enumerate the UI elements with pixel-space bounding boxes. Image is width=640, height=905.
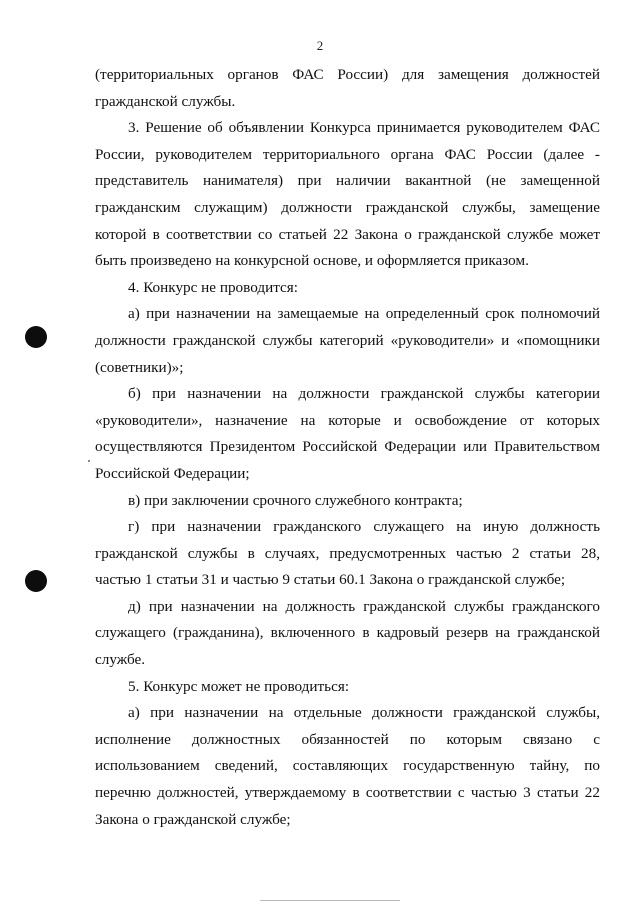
- punch-hole-top: [25, 326, 47, 348]
- paragraph-4a: а) при назначении на замещаемые на определенный срок полномочий должности гражданской службы категорий «руководители» и «помощники (советники)»;: [95, 305, 600, 376]
- paragraph-4b: б) при назначении на должности гражданской службы категории «руководители», назначение на которые и освобождение от которых осуществляются Президентом Российской Федерации или Правительством Российской Федерации;: [95, 385, 600, 482]
- paragraph-intro-continuation: (территориальных органов ФАС России) для замещения должностей гражданской службы.: [95, 66, 600, 110]
- paragraph-4d: д) при назначении на должность гражданской службы гражданского служащего (гражданина), включенного в кадровый резерв на гражданской службе.: [95, 597, 600, 669]
- document-body: [95, 62, 600, 833]
- paragraph-3-decision: 3. Решение об объявлении Конкурса принимается руководителем ФАС России, руководителем территориального органа ФАС России (далее - представитель нанимателя) при наличии вакантной (не замещенной гражданским служащим) должности гражданской службы, замещение которой в соответствии со статьей 22 Закона о гражданской службе может быть произведено на конкурсной основе, и оформляется приказом.: [95, 119, 600, 270]
- punch-hole-bottom: [25, 570, 47, 592]
- scan-edge-line: [260, 900, 400, 901]
- paragraph-4g: г) при назначении гражданского служащего на иную должность гражданской службы в случаях, предусмотренных частью 2 статьи 28, частью 1 статьи 31 и частью 9 статьи 60.1 Закона о гражданской службе;: [95, 518, 600, 589]
- paragraph-5-heading: 5. Конкурс может не проводиться:: [128, 677, 350, 695]
- scan-speck: [88, 460, 90, 462]
- paragraph-4v: в) при заключении срочного служебного контракта;: [128, 491, 463, 509]
- page-number: 2: [316, 38, 324, 53]
- paragraph-5a: а) при назначении на отдельные должности гражданской службы, исполнение должностных обязанностей по которым связано с использованием сведений, составляющих государственную тайну, по перечню должностей, утверждаемому в соответствии с частью 3 статьи 22 Закона о гражданской службе;: [95, 704, 600, 828]
- paragraph-4-heading: 4. Конкурс не проводится:: [128, 278, 298, 296]
